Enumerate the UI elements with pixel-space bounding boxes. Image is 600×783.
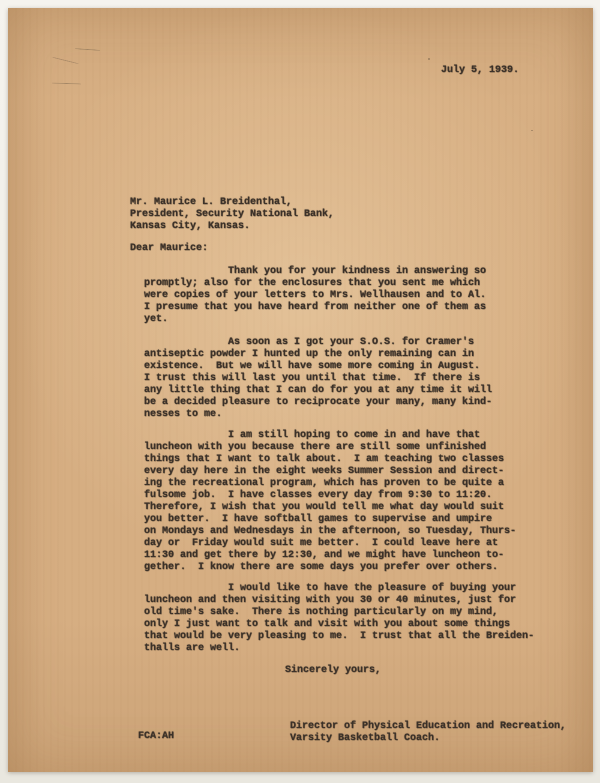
letter-line: Director of Physical Education and Recreation, bbox=[290, 721, 567, 732]
letter-line: fulsome job. I have classes every day from 9:30 to 11:20. bbox=[144, 490, 493, 501]
letter-line: Therefore, I wish that you would tell me what day would suit bbox=[144, 502, 505, 513]
letter-line: old time's sake. There is nothing particularly on my mind, bbox=[144, 607, 499, 618]
paragraph-luncheon-schedule bbox=[144, 430, 516, 574]
letter-line: luncheon with you because there are still some unfinished bbox=[144, 442, 487, 453]
reference-initials: FCA:AH bbox=[138, 731, 175, 742]
letter-line: President, Security National Bank, bbox=[130, 209, 335, 220]
letter-line: I would like to have the pleasure of buying your bbox=[228, 583, 517, 594]
letter-page bbox=[8, 8, 593, 772]
paper-speck bbox=[531, 130, 533, 131]
letter-line: promptly; also for the enclosures that you sent me which bbox=[144, 278, 481, 289]
letter-line: I trust this will last you until that time. If there is bbox=[144, 373, 481, 384]
letter-date: July 5, 1939. bbox=[441, 65, 520, 76]
recipient-address bbox=[130, 197, 334, 233]
letter-line: existence. But we will have some more coming in August. bbox=[144, 361, 481, 372]
letter-line: antiseptic powder I hunted up the only remaining can in bbox=[144, 349, 475, 360]
letter-line: you better. I have softball games to supervise and umpire bbox=[144, 514, 493, 525]
paragraph-thanks bbox=[144, 266, 486, 326]
letter-line: be a decided pleasure to reciprocate your many, many kind- bbox=[144, 397, 493, 408]
signature-title-block bbox=[290, 721, 566, 745]
letter-line: things that I want to talk about. I am teaching two classes bbox=[144, 454, 505, 465]
letter-line: yet. bbox=[144, 314, 169, 325]
paragraph-antiseptic-powder bbox=[144, 337, 492, 421]
pencil-mark bbox=[52, 57, 78, 65]
letter-line: day or Friday would suit me better. I could leave here at bbox=[144, 538, 499, 549]
letter-line: that would be very pleasing to me. I trust that all the Breiden- bbox=[144, 631, 535, 642]
pencil-mark bbox=[75, 48, 100, 51]
salutation: Dear Maurice: bbox=[130, 243, 209, 254]
letter-line: were copies of your letters to Mrs. Wellhausen and to Al. bbox=[144, 290, 487, 301]
letter-line: Kansas City, Kansas. bbox=[130, 221, 251, 232]
letter-line: Varsity Basketball Coach. bbox=[290, 733, 441, 744]
letter-line: Mr. Maurice L. Breidenthal, bbox=[130, 197, 293, 208]
letter-line: nesses to me. bbox=[144, 409, 223, 420]
paper-speck bbox=[428, 58, 430, 60]
letter-line: As soon as I got your S.O.S. for Cramer's bbox=[228, 337, 475, 348]
letter-line: 11:30 and get there by 12:30, and we might have luncheon to- bbox=[144, 550, 505, 561]
letter-line: luncheon and then visiting with you 30 or 40 minutes, just for bbox=[144, 595, 517, 606]
letter-line: any little thing that I can do for you at any time it will bbox=[144, 385, 493, 396]
letter-line: only I just want to talk and visit with you about some things bbox=[144, 619, 511, 630]
letter-line: I presume that you have heard from neither one of them as bbox=[144, 302, 487, 313]
closing: Sincerely yours, bbox=[285, 665, 382, 676]
letter-line: every day here in the eight weeks Summer Session and direct- bbox=[144, 466, 505, 477]
pencil-mark bbox=[52, 82, 81, 84]
letter-line: Thank you for your kindness in answering so bbox=[228, 266, 487, 277]
letter-line: ing the recreational program, which has proven to be quite a bbox=[144, 478, 505, 489]
letter-line: I am still hoping to come in and have that bbox=[228, 430, 481, 441]
letter-line: thalls are well. bbox=[144, 643, 241, 654]
letter-line: on Mondays and Wednesdays in the afternoon, so Tuesday, Thurs- bbox=[144, 526, 517, 537]
paragraph-visit-wishes bbox=[144, 583, 534, 655]
letter-line: gether. I know there are some days you prefer over others. bbox=[144, 562, 499, 573]
